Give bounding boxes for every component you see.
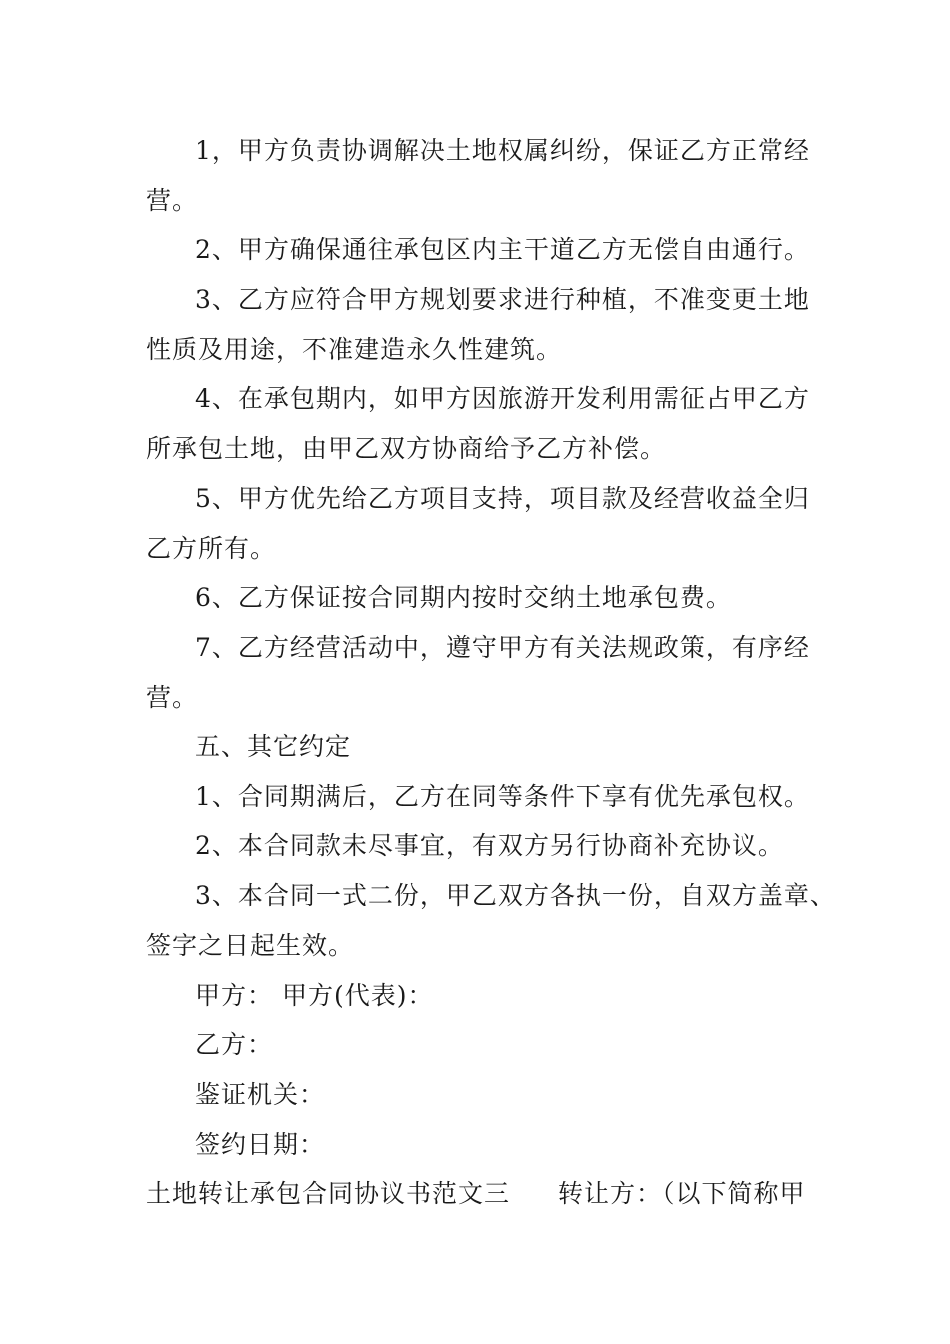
clause-2: 2、甲方确保通往承包区内主干道乙方无偿自由通行。: [195, 235, 810, 264]
clause-1-line-2: 营。: [146, 186, 199, 215]
clause-7-line-1: 7、乙方经营活动中，遵守甲方有关法规政策，有序经: [195, 633, 810, 662]
next-document-title: 土地转让承包合同协议书范文三: [146, 1179, 511, 1208]
notary-line: 鉴证机关：: [195, 1080, 326, 1109]
clause-5-line-2: 乙方所有。: [146, 534, 277, 563]
clause-4-line-2: 所承包土地，由甲乙双方协商给予乙方补偿。: [146, 434, 667, 463]
party-b-signature-line: 乙方：: [195, 1030, 274, 1059]
party-a-signature-line: 甲方： 甲方(代表)：: [195, 981, 434, 1010]
clause-5-line-1: 5、甲方优先给乙方项目支持，项目款及经营收益全归: [195, 484, 810, 513]
clause-1-line-1: 1，甲方负责协调解决土地权属纠纷，保证乙方正常经: [195, 136, 810, 165]
section-heading: 五、其它约定: [195, 732, 352, 761]
transferor-line: 转让方：（以下简称甲: [558, 1179, 806, 1208]
clause-4-line-1: 4、在承包期内，如甲方因旅游开发利用需征占甲乙方: [195, 384, 810, 413]
clause-3-line-1: 3、乙方应符合甲方规划要求进行种植，不准变更土地: [195, 285, 810, 314]
other-clause-3-line-1: 3、本合同一式二份，甲乙双方各执一份，自双方盖章、: [195, 881, 836, 910]
other-clause-2: 2、本合同款未尽事宜，有双方另行协商补充协议。: [195, 831, 784, 860]
clause-7-line-2: 营。: [146, 683, 199, 712]
other-clause-3-line-2: 签字之日起生效。: [146, 931, 355, 960]
other-clause-1: 1、合同期满后，乙方在同等条件下享有优先承包权。: [195, 782, 810, 811]
signing-date-line: 签约日期：: [195, 1130, 326, 1159]
clause-6: 6、乙方保证按合同期内按时交纳土地承包费。: [195, 583, 732, 612]
clause-3-line-2: 性质及用途，不准建造永久性建筑。: [146, 335, 563, 364]
